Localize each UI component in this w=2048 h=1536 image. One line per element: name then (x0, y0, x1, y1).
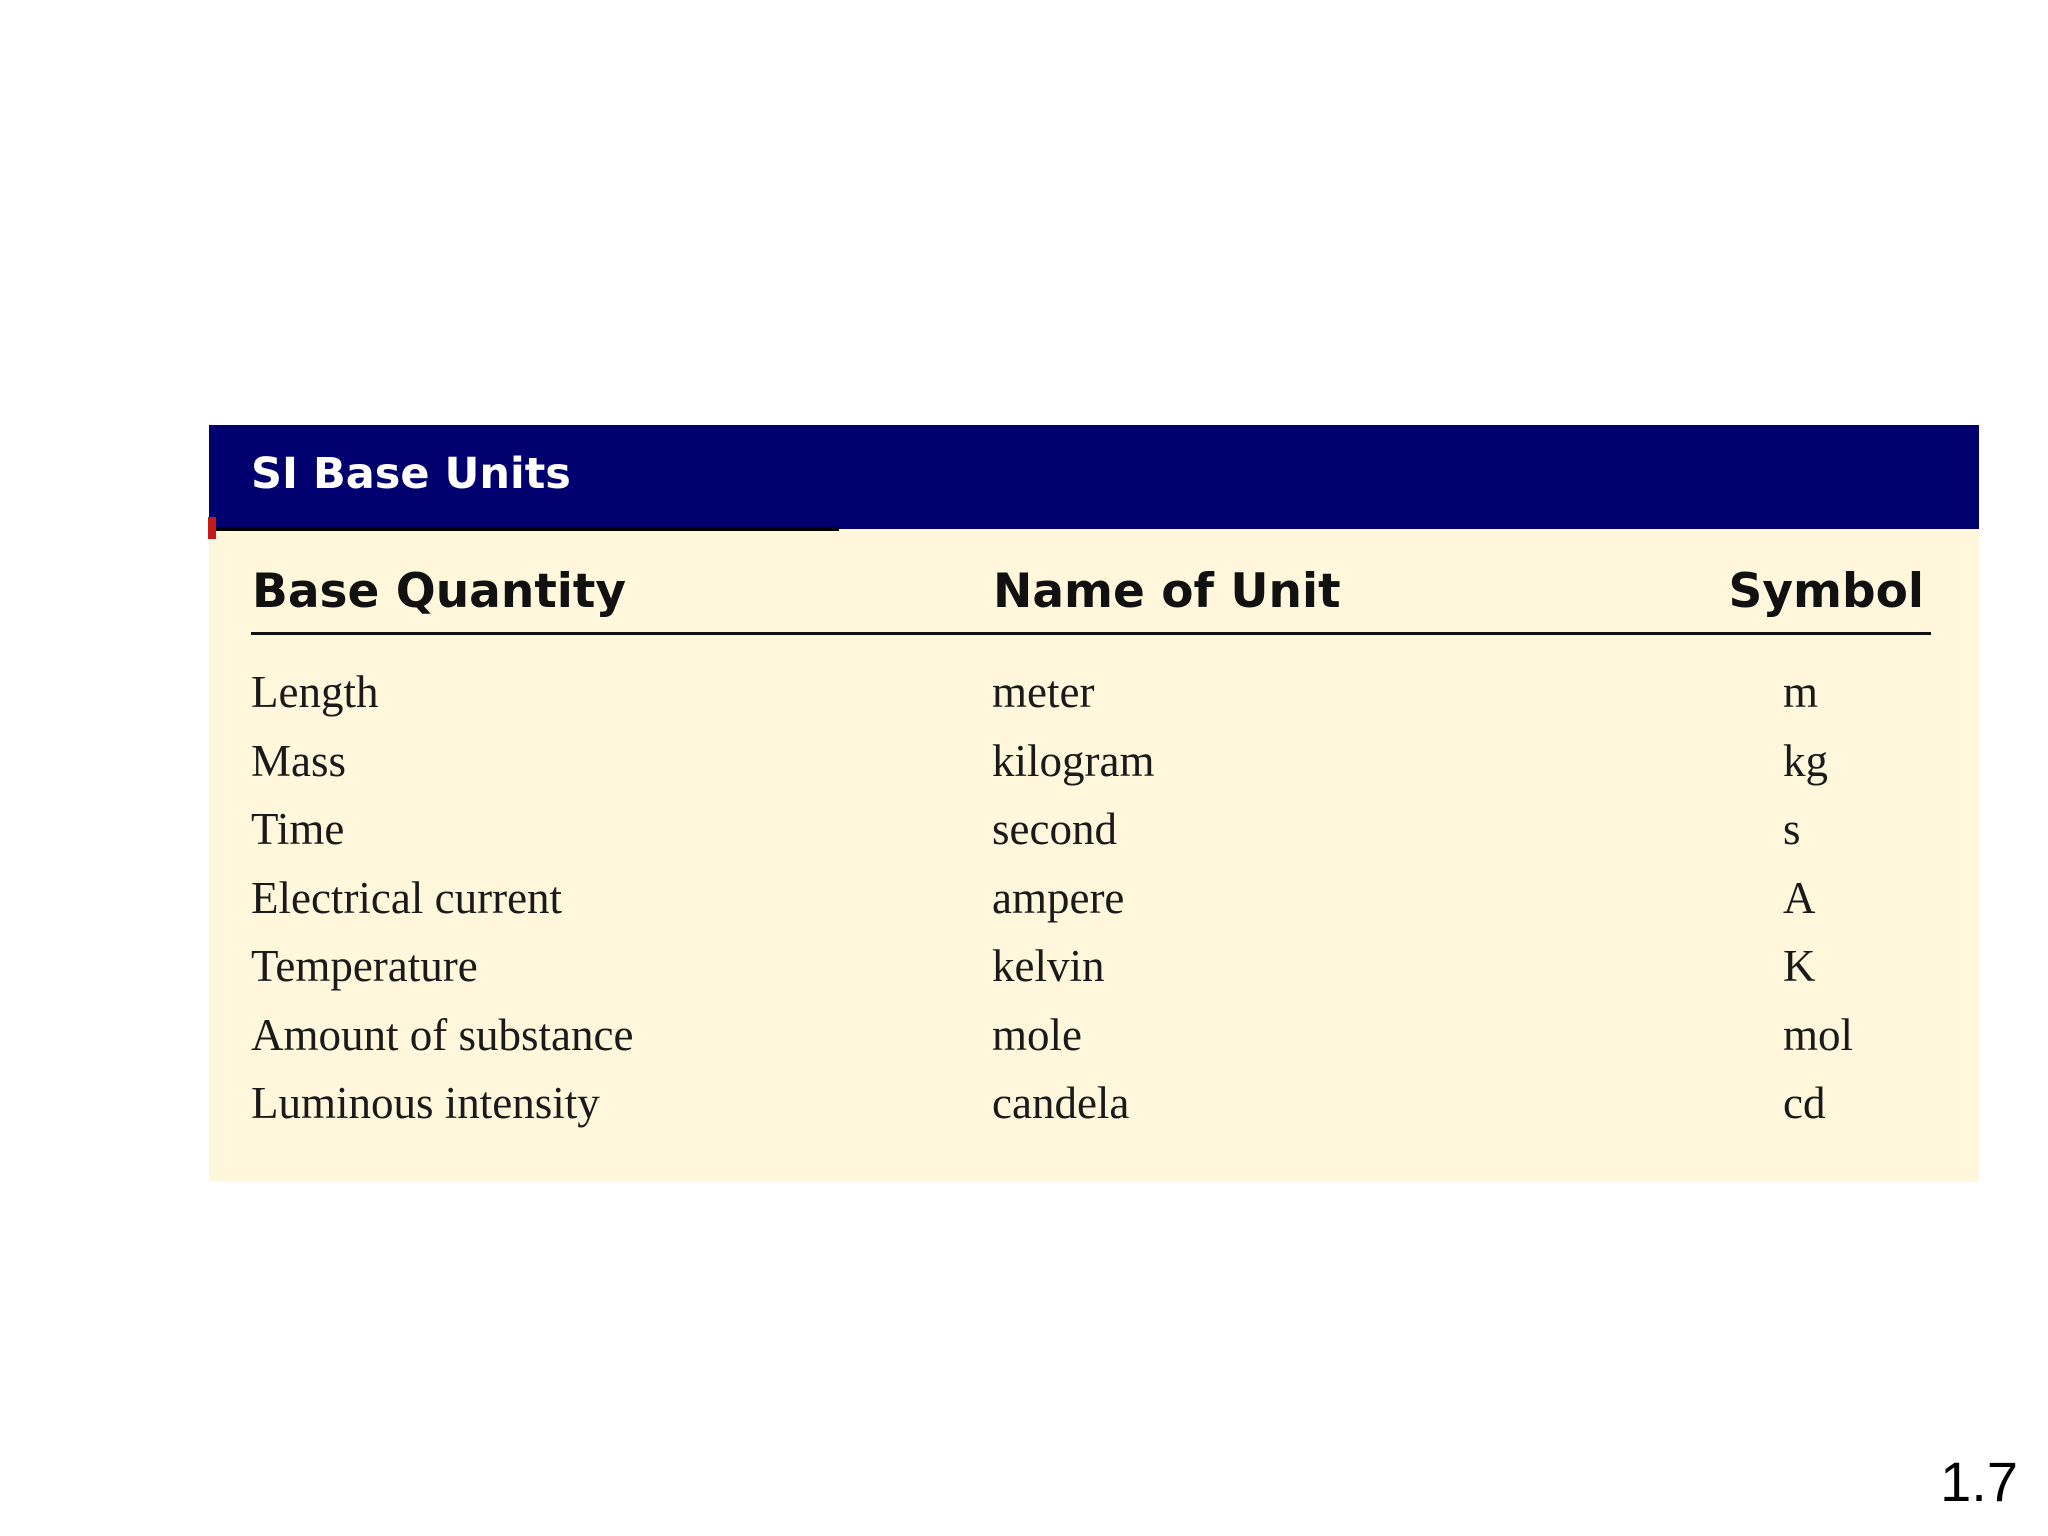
cell-base-quantity: Amount of substance (251, 1009, 634, 1060)
table-title: SI Base Units (251, 449, 571, 499)
table-body (209, 665, 1979, 1145)
cell-unit-name: candela (992, 1078, 1130, 1128)
cell-unit-symbol: kg (1783, 735, 1828, 786)
cell-base-quantity: Time (251, 804, 345, 854)
cell-unit-name: ampere (992, 872, 1125, 923)
cell-unit-symbol: cd (1783, 1078, 1826, 1128)
table-row (209, 871, 1979, 940)
header-symbol: Symbol (1728, 564, 1924, 619)
cell-unit-name: mole (992, 1009, 1082, 1060)
cell-base-quantity: Mass (251, 735, 347, 786)
cell-base-quantity: Electrical current (251, 872, 563, 923)
cell-unit-symbol: A (1783, 872, 1816, 923)
slide-number: 1.7 (1940, 1450, 2018, 1513)
cell-unit-name: second (992, 804, 1117, 854)
accent-mark (208, 517, 216, 539)
table-row (209, 1076, 1979, 1145)
table-row (209, 802, 1979, 871)
cell-unit-name: meter (992, 667, 1095, 717)
cell-base-quantity: Luminous intensity (251, 1078, 600, 1128)
table-row (209, 665, 1979, 734)
si-units-table (209, 425, 1979, 1182)
header-divider (251, 632, 1931, 635)
header-base-quantity: Base Quantity (252, 564, 627, 619)
cell-unit-symbol: m (1783, 667, 1819, 717)
cell-base-quantity: Length (251, 667, 379, 717)
table-row (209, 1008, 1979, 1077)
table-row (209, 939, 1979, 1008)
cell-unit-symbol: s (1783, 804, 1801, 854)
title-underline (209, 527, 839, 531)
cell-unit-name: kelvin (992, 941, 1105, 991)
cell-unit-symbol: K (1783, 941, 1816, 991)
table-header-row (209, 564, 1979, 628)
table-row (209, 734, 1979, 803)
cell-unit-symbol: mol (1783, 1009, 1854, 1060)
cell-base-quantity: Temperature (251, 941, 478, 991)
table-title-bar (209, 425, 1979, 529)
header-name-of-unit: Name of Unit (993, 564, 1341, 619)
cell-unit-name: kilogram (992, 735, 1155, 786)
